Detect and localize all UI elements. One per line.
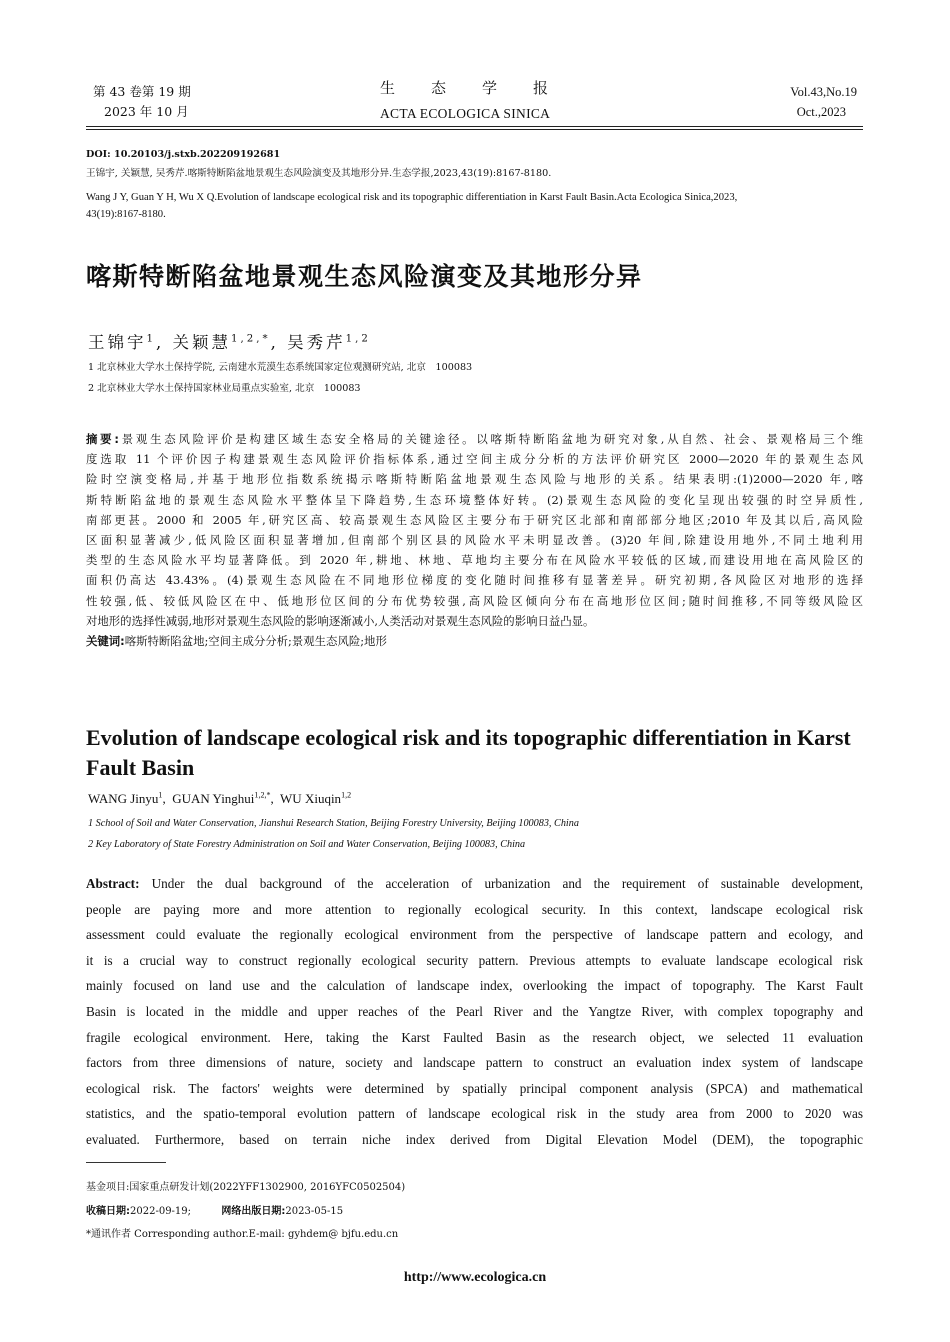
abstract-en-label: Abstract:	[86, 876, 140, 891]
author-name: WU Xiuqin	[280, 791, 342, 806]
authors-en: WANG Jinyu$^1$, GUAN Yinghui$^{1,2,*}$, WU Xiuqin$^{1,2}$	[88, 790, 352, 806]
date-en: Oct.,2023	[796, 105, 846, 119]
affiliation-en-1: 1 School of Soil and Water Conservation, Jianshui Research Station, Beijing Forestry University, Beijing 100083, China	[88, 818, 579, 829]
page-title-en-line: Evolution of landscape ecological risk and its topographic differentiation in Karst	[86, 725, 851, 750]
abstract-cn-line: 面积仍高达 43.43%。(4)景观生态风险在不同地形位梯度的变化随时间推移有显著差异。研究初期,各风险区对地形的选择	[86, 573, 863, 588]
abstract-cn-line: 度选取 11 个评价因子构建景观生态风险评价指标体系,通过空间主成分分析的方法评价研究区 2000—2020 年的景观生态风	[86, 452, 863, 467]
abstract-en-line: it is a crucial way to construct regionally ecological security pattern. Previous attempts to evaluate landscape ecological risk	[86, 952, 863, 968]
page-title-en-line: Fault Basin	[86, 755, 195, 780]
abstract-cn-line: 区面积显著减少,低风险区面积显著增加,但南部个别区县的风险水平未明显改善。(3)20 年间,除建设用地外,不同土地利用	[86, 533, 863, 548]
header-rule-bottom	[86, 129, 863, 130]
received-label: 收稿日期:	[86, 1206, 130, 1217]
affiliation-en-2: 2 Key Laboratory of State Forestry Administration on Soil and Water Conservation, Beijing 100083, China	[88, 839, 526, 850]
author-name: WANG Jinyu	[88, 791, 159, 806]
abstract-en-line: statistics, and the spatio-temporal evolution pattern of landscape ecological risk in the study area from 2000 to 2020 was	[86, 1106, 863, 1122]
keywords-cn-label: 关键词:	[86, 634, 125, 649]
author-name: GUAN Yinghui	[172, 791, 255, 806]
abstract-en-line: factors from three dimensions of nature, society and landscape pattern to construct an evaluation index system of landscape	[86, 1055, 863, 1071]
author-sup: 1,2	[345, 333, 371, 345]
author-sup: 1,2	[341, 790, 352, 800]
abstract-en-line: Under the dual background of the acceleration of urbanization and the requirement of sustainable development,	[151, 876, 863, 891]
abstract-en	[86, 871, 863, 1153]
affiliation-cn-1: 1 北京林业大学水土保持学院, 云南建水荒漠生态系统国家定位观测研究站, 北京 100083	[88, 362, 473, 373]
date-cn: 2023 年 10 月	[104, 104, 189, 119]
abstract-cn-line: 险时空演变格局,并基于地形位指数系统揭示喀斯特断陷盆地景观生态风险与地形的关系。结果表明:(1)2000—2020 年,喀	[86, 472, 863, 487]
citation-cn: 王锦宇, 关颖慧, 吴秀芹.喀斯特断陷盆地景观生态风险演变及其地形分异.生态学报,2023,43(19):8167-8180.	[86, 168, 552, 179]
abstract-en-line: assessment could evaluate the regionally ecological environment from the perspective of landscape pattern and ecology, and	[86, 927, 863, 943]
abstract-en-line: people are paying more and more attention to regionally ecological security. In this context, landscape ecological risk	[86, 901, 863, 917]
author-sup: 1,2,*	[231, 333, 271, 345]
abstract-en-line: ecological risk. The factors' weights were determined by spatially principal component analysis (SPCA) and mathematical	[86, 1080, 863, 1096]
authors-cn: 王锦宇$^1$, 关颖慧$^{1,2,*}$, 吴秀芹$^{1,2}$	[88, 333, 371, 352]
page-title-en	[86, 723, 866, 783]
abstract-en-line: fragile ecological environment. Here, taking the Karst Faulted Basin as the research object, we selected 11 evaluation	[86, 1029, 863, 1045]
keywords-cn	[86, 631, 863, 651]
corresponding-note: *通讯作者 Corresponding author.E-mail: gyhdem@ bjfu.edu.cn	[86, 1229, 399, 1240]
author-sup: 1	[146, 333, 157, 345]
issue-cn: 第 43 卷第 19 期	[93, 84, 191, 99]
citation-en-cont: 43(19):8167-8180.	[86, 209, 166, 220]
author-name: 吴秀芹	[287, 333, 346, 352]
abstract-en-line: mainly focused on land use and the calculation of landscape index, overlooking the impact of topography. The Karst Fault	[86, 978, 863, 994]
affiliation-cn-2: 2 北京林业大学水土保持国家林业局重点实验室, 北京 100083	[88, 383, 361, 394]
abstract-cn-line: 南部更甚。2000 和 2005 年,研究区高、较高景观生态风险区主要分布于研究区北部和南部部分地区;2010 年及其以后,高风险	[86, 512, 863, 527]
author-name: 王锦宇	[88, 333, 147, 352]
page-title-cn: 喀斯特断陷盆地景观生态风险演变及其地形分异	[86, 262, 643, 291]
author-sup: 1	[158, 790, 163, 800]
received-date: 2022-09-19;	[130, 1206, 192, 1217]
abstract-cn-line: 景观生态风险评价是构建区域生态安全格局的关键途径。以喀斯特断陷盆地为研究对象,从自然、社会、景观格局三个维	[118, 432, 864, 446]
author-sup: 1,2,*	[254, 790, 271, 800]
abstract-cn-line: 对地形的选择性减弱,地形对景观生态风险的影响逐渐减小,人类活动对景观生态风险的影响日益凸显。	[86, 613, 595, 628]
abstract-en-line: evaluated. Furthermore, based on terrain niche index derived from Digital Elevation Model (DEM), the topographic	[86, 1131, 863, 1147]
keywords-cn-text: 喀斯特断陷盆地;空间主成分分析;景观生态风险;地形	[124, 634, 387, 649]
abstract-cn	[86, 429, 863, 651]
issue-en: Vol.43,No.19	[790, 85, 857, 99]
journal-cn: 生 态 学 报	[380, 79, 551, 97]
dates-note	[86, 1205, 343, 1219]
online-date: 2023-05-15	[285, 1206, 344, 1217]
doi[interactable]: DOI: 10.20103/j.stxb.202209192681	[86, 149, 281, 160]
abstract-cn-label: 摘要:	[86, 432, 119, 446]
footnote-rule	[86, 1162, 166, 1163]
citation-en: Wang J Y, Guan Y H, Wu X Q.Evolution of landscape ecological risk and its topographic differentiation in Karst Fault Basin.Acta Ecologica Sinica,2023,	[86, 192, 738, 203]
abstract-cn-line: 斯特断陷盆地的景观生态风险水平整体呈下降趋势,生态环境整体好转。(2)景观生态风险的变化呈现出较强的时空异质性,	[86, 492, 863, 507]
abstract-en-line: Basin is located in the middle and upper reaches of the Pearl River and the Yangtze River, with complex topography and	[86, 1003, 863, 1019]
abstract-cn-line: 性较强,低、较低风险区在中、低地形位区间的分布优势较强,高风险区倾向分布在高地形位区间;随时间推移,不同等级风险区	[86, 593, 863, 608]
abstract-cn-line: 类型的生态风险水平均显著降低。到 2020 年,耕地、林地、草地均主要分布在风险水平较低的区域,而建设用地在高风险区的	[86, 553, 863, 568]
online-label: 网络出版日期:	[221, 1206, 286, 1217]
header-rule-top	[86, 126, 863, 127]
fund-note: 基金项目:国家重点研发计划(2022YFF1302900, 2016YFC0502504)	[86, 1182, 406, 1193]
journal-en: ACTA ECOLOGICA SINICA	[380, 106, 551, 121]
footer-url[interactable]: http://www.ecologica.cn	[403, 1270, 547, 1285]
author-name: 关颖慧	[172, 333, 232, 352]
